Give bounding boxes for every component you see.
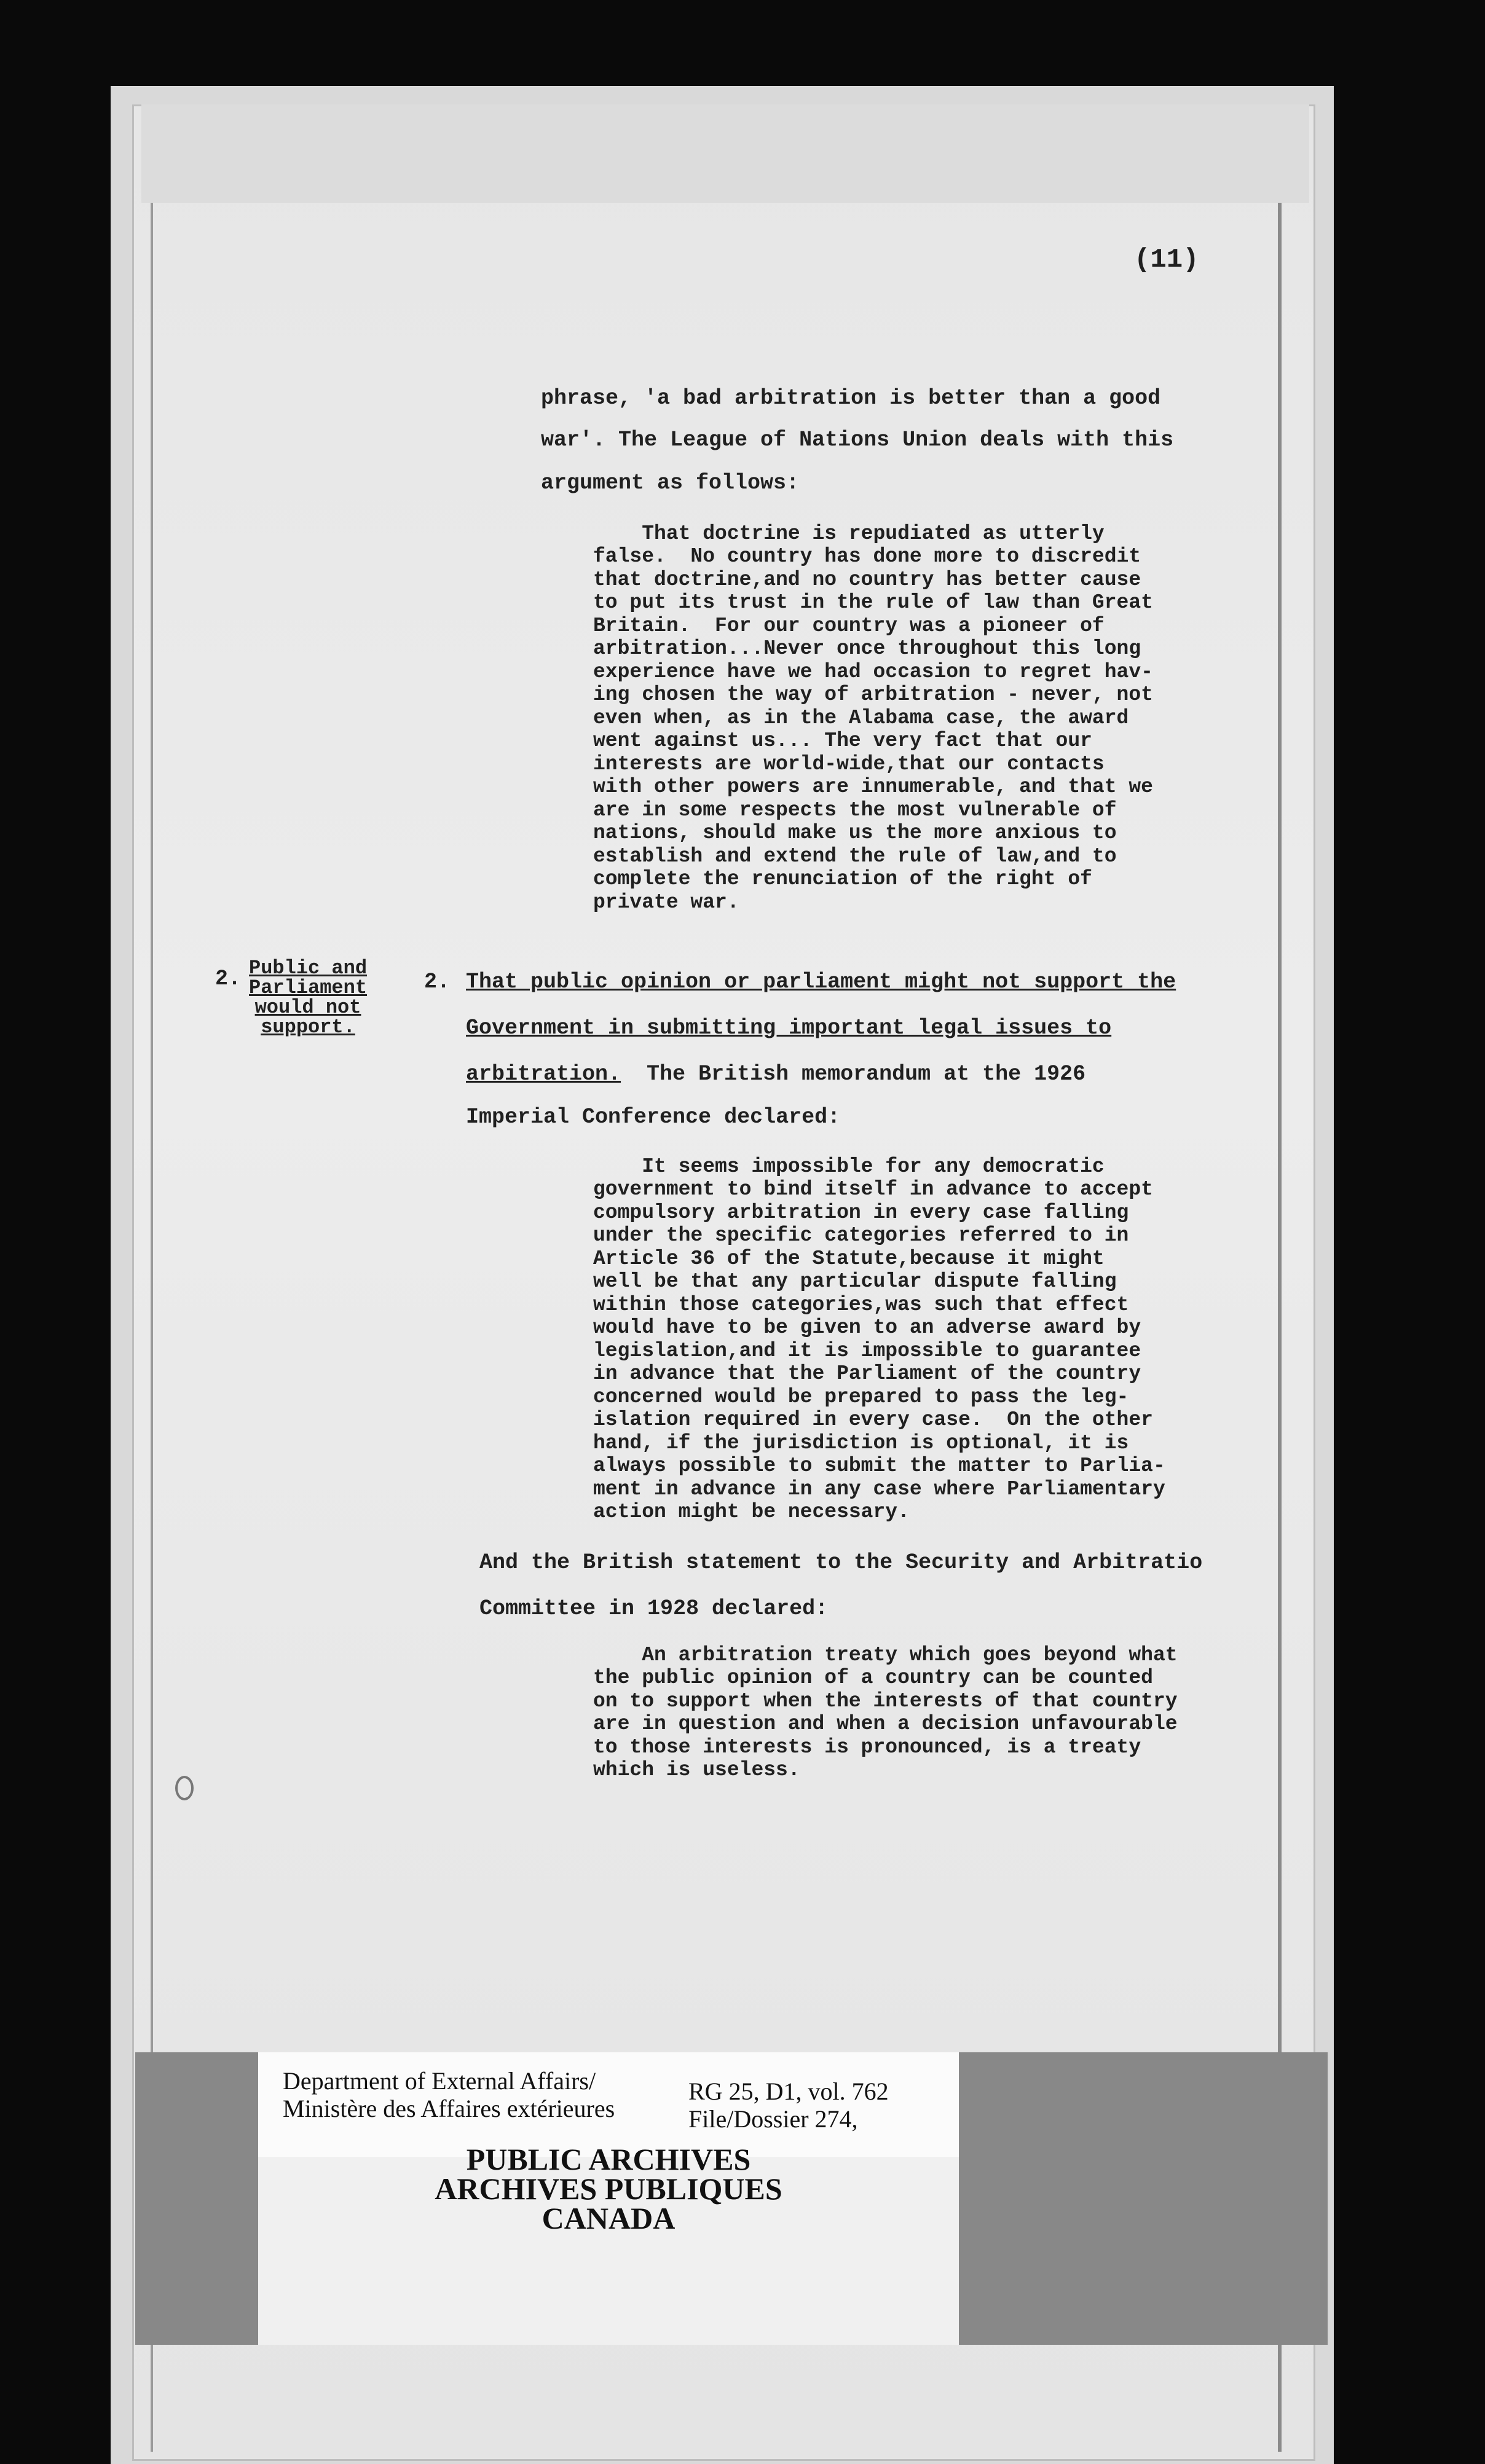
quote-line: well be that any particular dispute falling	[593, 1270, 1117, 1293]
page-number: (11)	[1134, 245, 1199, 275]
margin-note	[249, 959, 367, 1037]
quote-line: to those interests is pronounced, is a treaty	[593, 1736, 1141, 1759]
quote-line: in advance that the Parliament of the country	[593, 1362, 1141, 1385]
archives-line-french: ARCHIVES PUBLIQUES	[435, 2172, 782, 2206]
quote-line: always possible to submit the matter to Parlia-	[593, 1454, 1165, 1477]
quote-line: Article 36 of the Statute,because it might	[593, 1247, 1105, 1270]
margin-note-line: Parliament	[249, 976, 368, 999]
quote-line: which is useless.	[593, 1759, 800, 1781]
quote-line: within those categories,was such that effect	[593, 1293, 1129, 1316]
quote-line: government to bind itself in advance to accept	[593, 1178, 1153, 1201]
section-line: Imperial Conference declared:	[466, 1105, 841, 1129]
intro-line: argument as follows:	[541, 471, 800, 495]
margin-note-line: would not	[254, 996, 361, 1019]
quote-line: establish and extend the rule of law,and to	[593, 845, 1117, 868]
sheet-top-band	[141, 104, 1309, 203]
quote-line: false. No country has done more to discredit	[593, 545, 1141, 568]
archives-line-english: PUBLIC ARCHIVES	[466, 2142, 751, 2176]
section-heading-line: Government in submitting important legal issues to	[466, 1016, 1112, 1040]
quote-line: the public opinion of a country can be counted	[593, 1666, 1153, 1689]
intro-line: phrase, 'a bad arbitration is better than a good	[541, 386, 1161, 410]
quote-line: with other powers are innumerable, and that we	[593, 775, 1153, 798]
margin-note-line: support.	[261, 1016, 355, 1038]
quote-line: on to support when the interests of that country	[593, 1690, 1178, 1713]
margin-note-number: 2.	[215, 967, 242, 991]
punch-hole	[175, 1776, 194, 1800]
quote-line: arbitration...Never once throughout this long	[593, 637, 1141, 660]
statement-line: And the British statement to the Security and Arbitratio	[479, 1550, 1203, 1575]
public-archives-stamp	[369, 2144, 848, 2233]
quote-line: islation required in every case. On the other	[593, 1408, 1153, 1431]
record-group-reference: RG 25, D1, vol. 762	[688, 2078, 889, 2105]
quote-line: An arbitration treaty which goes beyond what	[593, 1644, 1178, 1666]
statement-line: Committee in 1928 declared:	[479, 1596, 829, 1621]
quote-line: concerned would be prepared to pass the leg-	[593, 1386, 1129, 1408]
quote-line: action might be necessary.	[593, 1501, 910, 1523]
file-reference: File/Dossier 274,	[688, 2105, 858, 2133]
quote-line: ing chosen the way of arbitration - never, not	[593, 683, 1153, 706]
margin-note-line: Public and	[249, 957, 368, 979]
quote-line: went against us... The very fact that our	[593, 729, 1092, 752]
quote-line: are in some respects the most vulnerable of	[593, 799, 1117, 822]
quote-line: private war.	[593, 891, 739, 914]
quote-line: nations, should make us the more anxious to	[593, 822, 1117, 844]
section-heading-line: That public opinion or parliament might not support the	[466, 970, 1176, 994]
archives-line-country: CANADA	[542, 2201, 676, 2235]
quote-line: even when, as in the Alabama case, the award	[593, 707, 1129, 729]
quote-line: under the specific categories referred to in	[593, 1224, 1129, 1247]
quote-line: would have to be given to an adverse award by	[593, 1316, 1141, 1339]
quote-line: It seems impossible for any democratic	[593, 1155, 1105, 1178]
section-line-text: The British memorandum at the 1926	[621, 1062, 1086, 1086]
section-heading-end: arbitration.	[466, 1062, 621, 1086]
quote-line: Britain. For our country was a pioneer of	[593, 614, 1105, 637]
department-french: Ministère des Affaires extérieures	[283, 2095, 615, 2122]
quote-line: compulsory arbitration in every case falling	[593, 1201, 1129, 1224]
intro-line: war'. The League of Nations Union deals with this	[541, 428, 1174, 452]
section-line	[466, 1063, 1085, 1085]
quote-line: are in question and when a decision unfavourable	[593, 1713, 1178, 1735]
quote-line: that doctrine,and no country has better cause	[593, 568, 1141, 591]
quote-line: legislation,and it is impossible to guarantee	[593, 1340, 1141, 1362]
quote-line: experience have we had occasion to regret hav-	[593, 661, 1153, 683]
quote-line: That doctrine is repudiated as utterly	[593, 522, 1105, 545]
quote-line: hand, if the jurisdiction is optional, it is	[593, 1432, 1129, 1454]
quote-line: interests are world-wide,that our contacts	[593, 753, 1105, 775]
section-number: 2.	[424, 970, 451, 994]
quote-line: complete the renunciation of the right of	[593, 868, 1092, 890]
quote-line: to put its trust in the rule of law than Great	[593, 591, 1153, 614]
quote-line: ment in advance in any case where Parliamentary	[593, 1478, 1165, 1501]
archive-reference-label	[258, 2052, 959, 2157]
department-english: Department of External Affairs/	[283, 2067, 596, 2095]
